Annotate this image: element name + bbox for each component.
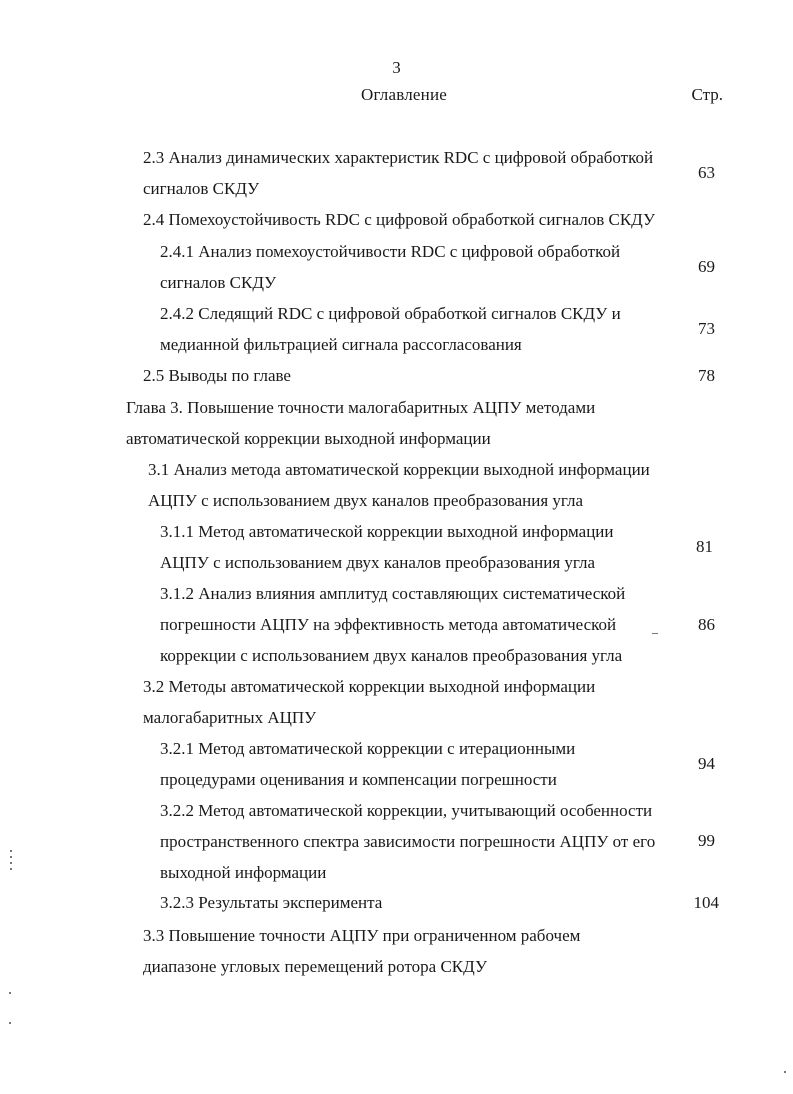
toc-page-3-2-3: 104 <box>693 893 719 912</box>
toc-entry-line: 2.4.1 Анализ помехоустойчивости RDC с цифровой обработкой <box>160 242 621 261</box>
toc-entry-3-1-2 <box>160 578 625 671</box>
scan-speck <box>9 992 11 994</box>
toc-entry-line: процедурами оценивания и компенсации погрешности <box>160 770 557 789</box>
toc-entry-3-2 <box>143 671 595 733</box>
toc-entry-line: погрешности АЦПУ на эффективность метода автоматической <box>160 615 617 634</box>
scan-speck <box>652 633 658 634</box>
toc-entry-3-2-1 <box>160 733 575 795</box>
toc-entry-3-2-3 <box>160 887 382 918</box>
toc-entry-3-1 <box>148 454 650 516</box>
toc-entry-line: 2.5 Выводы по главе <box>143 366 291 385</box>
toc-entry-line: 3.2.1 Метод автоматической коррекции с итерационными <box>160 739 576 758</box>
toc-title: Оглавление <box>361 85 447 104</box>
toc-entry-line: сигналов СКДУ <box>160 273 277 292</box>
toc-page-2-4-1: 69 <box>698 257 715 276</box>
toc-page-3-1-1: 81 <box>696 537 713 556</box>
toc-entry-line: 3.2 Методы автоматической коррекции выходной информации <box>143 677 596 696</box>
toc-entry-line: 2.4.2 Следящий RDC с цифровой обработкой сигналов СКДУ и <box>160 304 621 323</box>
toc-entry-line: коррекции с использованием двух каналов преобразования угла <box>160 646 623 665</box>
toc-entry-line: 3.2.2 Метод автоматической коррекции, учитывающий особенности <box>160 801 653 820</box>
toc-entry-line: пространственного спектра зависимости погрешности АЦПУ от его <box>160 832 656 851</box>
scan-speck <box>10 856 12 858</box>
toc-page-2-4-2: 73 <box>698 319 715 338</box>
scan-speck <box>10 850 12 852</box>
toc-entry-line: 3.1.1 Метод автоматической коррекции выходной информации <box>160 522 614 541</box>
toc-entry-2-4 <box>143 204 655 235</box>
toc-page-3-1-2: 86 <box>698 615 715 634</box>
toc-page-2-3: 63 <box>698 163 715 182</box>
toc-entry-line: 3.1 Анализ метода автоматической коррекции выходной информации <box>148 460 650 479</box>
toc-entry-2-4-2 <box>160 298 621 360</box>
toc-entry-line: малогабаритных АЦПУ <box>143 708 317 727</box>
toc-entry-line: 2.4 Помехоустойчивость RDC с цифровой обработкой сигналов СКДУ <box>143 210 655 229</box>
toc-entry-line: 3.2.3 Результаты эксперимента <box>160 893 383 912</box>
toc-entry-chapter-3 <box>126 392 595 454</box>
scan-speck <box>9 1022 11 1024</box>
toc-entry-line: диапазоне угловых перемещений ротора СКДУ <box>143 957 487 976</box>
toc-entry-3-1-1 <box>160 516 614 578</box>
toc-entry-2-5 <box>143 360 291 391</box>
toc-entry-line: сигналов СКДУ <box>143 179 260 198</box>
toc-entry-line: АЦПУ с использованием двух каналов преобразования угла <box>160 553 596 572</box>
toc-entry-line: 3.1.2 Анализ влияния амплитуд составляющих систематической <box>160 584 626 603</box>
toc-page-3-2-1: 94 <box>698 754 715 773</box>
scan-speck <box>10 868 12 870</box>
toc-page-3-2-2: 99 <box>698 831 715 850</box>
scan-speck <box>784 1071 786 1073</box>
toc-entry-3-3 <box>143 920 580 982</box>
toc-entry-line: автоматической коррекции выходной информации <box>126 429 491 448</box>
toc-entry-line: Глава 3. Повышение точности малогабаритных АЦПУ методами <box>126 398 596 417</box>
toc-entry-3-2-2 <box>160 795 655 888</box>
toc-entry-line: 3.3 Повышение точности АЦПУ при ограниченном рабочем <box>143 926 581 945</box>
toc-entry-2-3 <box>143 142 653 204</box>
toc-entry-line: АЦПУ с использованием двух каналов преобразования угла <box>148 491 584 510</box>
scan-speck <box>10 862 12 864</box>
page-number: 3 <box>392 58 401 77</box>
toc-entry-line: медианной фильтрацией сигнала рассогласования <box>160 335 522 354</box>
toc-entry-2-4-1 <box>160 236 620 298</box>
toc-entry-line: выходной информации <box>160 863 327 882</box>
toc-entry-line: 2.3 Анализ динамических характеристик RDC с цифровой обработкой <box>143 148 654 167</box>
toc-page-2-5: 78 <box>698 366 715 385</box>
page-column-header: Стр. <box>691 85 723 104</box>
